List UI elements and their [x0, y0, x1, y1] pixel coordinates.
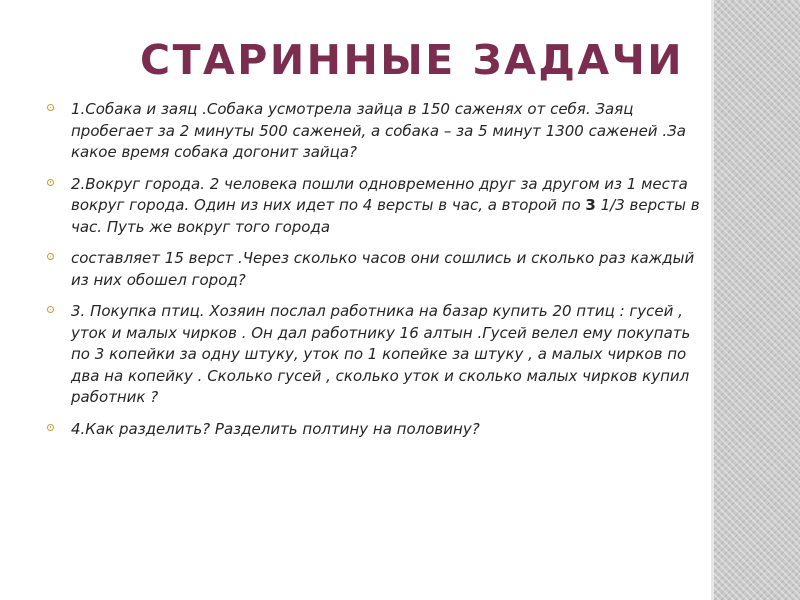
- problem-2-text-end: 1/3 версты в час. Путь же вокруг того города: [71, 196, 700, 236]
- list-item-problem-2: [45, 174, 701, 239]
- side-band-edge: [711, 0, 714, 600]
- problem-4-text: 4.Как разделить? Разделить полтину на половину?: [71, 419, 480, 438]
- problem-2-bold-number: 3: [585, 196, 596, 214]
- list-item-problem-2-continued: [45, 248, 701, 291]
- ring-bullet-icon: [47, 253, 54, 260]
- problem-3-text: 3. Покупка птиц. Хозяин послал работника на базар купить 20 птиц : гусей , уток и малых чирков . Он дал работнику 16 алтын .Гусей велел ему покупать по 3 копейки за одну штуку, уток по 1 копейке за штуку , а малых чирков по два на копейку . Сколько гусей , сколько уток и сколько малых чирков купил работник ?: [71, 302, 691, 406]
- problem-list: [45, 99, 701, 450]
- ring-bullet-icon: [47, 104, 54, 111]
- decorative-side-band: [711, 0, 800, 600]
- list-item-problem-4: [45, 419, 701, 441]
- slide-title: СТАРИННЫЕ ЗАДАЧИ: [140, 36, 685, 84]
- problem-2-continued-text: составляет 15 верст .Через сколько часов они сошлись и сколько раз каждый из них обошел город?: [71, 249, 695, 289]
- ring-bullet-icon: [47, 306, 54, 313]
- problem-1-text: 1.Собака и заяц .Собака усмотрела зайца в 150 саженях от себя. Заяц пробегает за 2 минуты 500 саженей, а собака – за 5 минут 1300 саженей .За какое время собака догонит зайца?: [71, 100, 686, 161]
- ring-bullet-icon: [47, 179, 54, 186]
- list-item-problem-1: [45, 99, 701, 164]
- ring-bullet-icon: [47, 424, 54, 431]
- problem-2-text-start: 2.Вокруг города. 2 человека пошли одновременно друг за другом из 1 места вокруг города. Один из них идет по 4 версты в час, а второй по: [71, 174, 688, 214]
- list-item-problem-3: [45, 301, 701, 409]
